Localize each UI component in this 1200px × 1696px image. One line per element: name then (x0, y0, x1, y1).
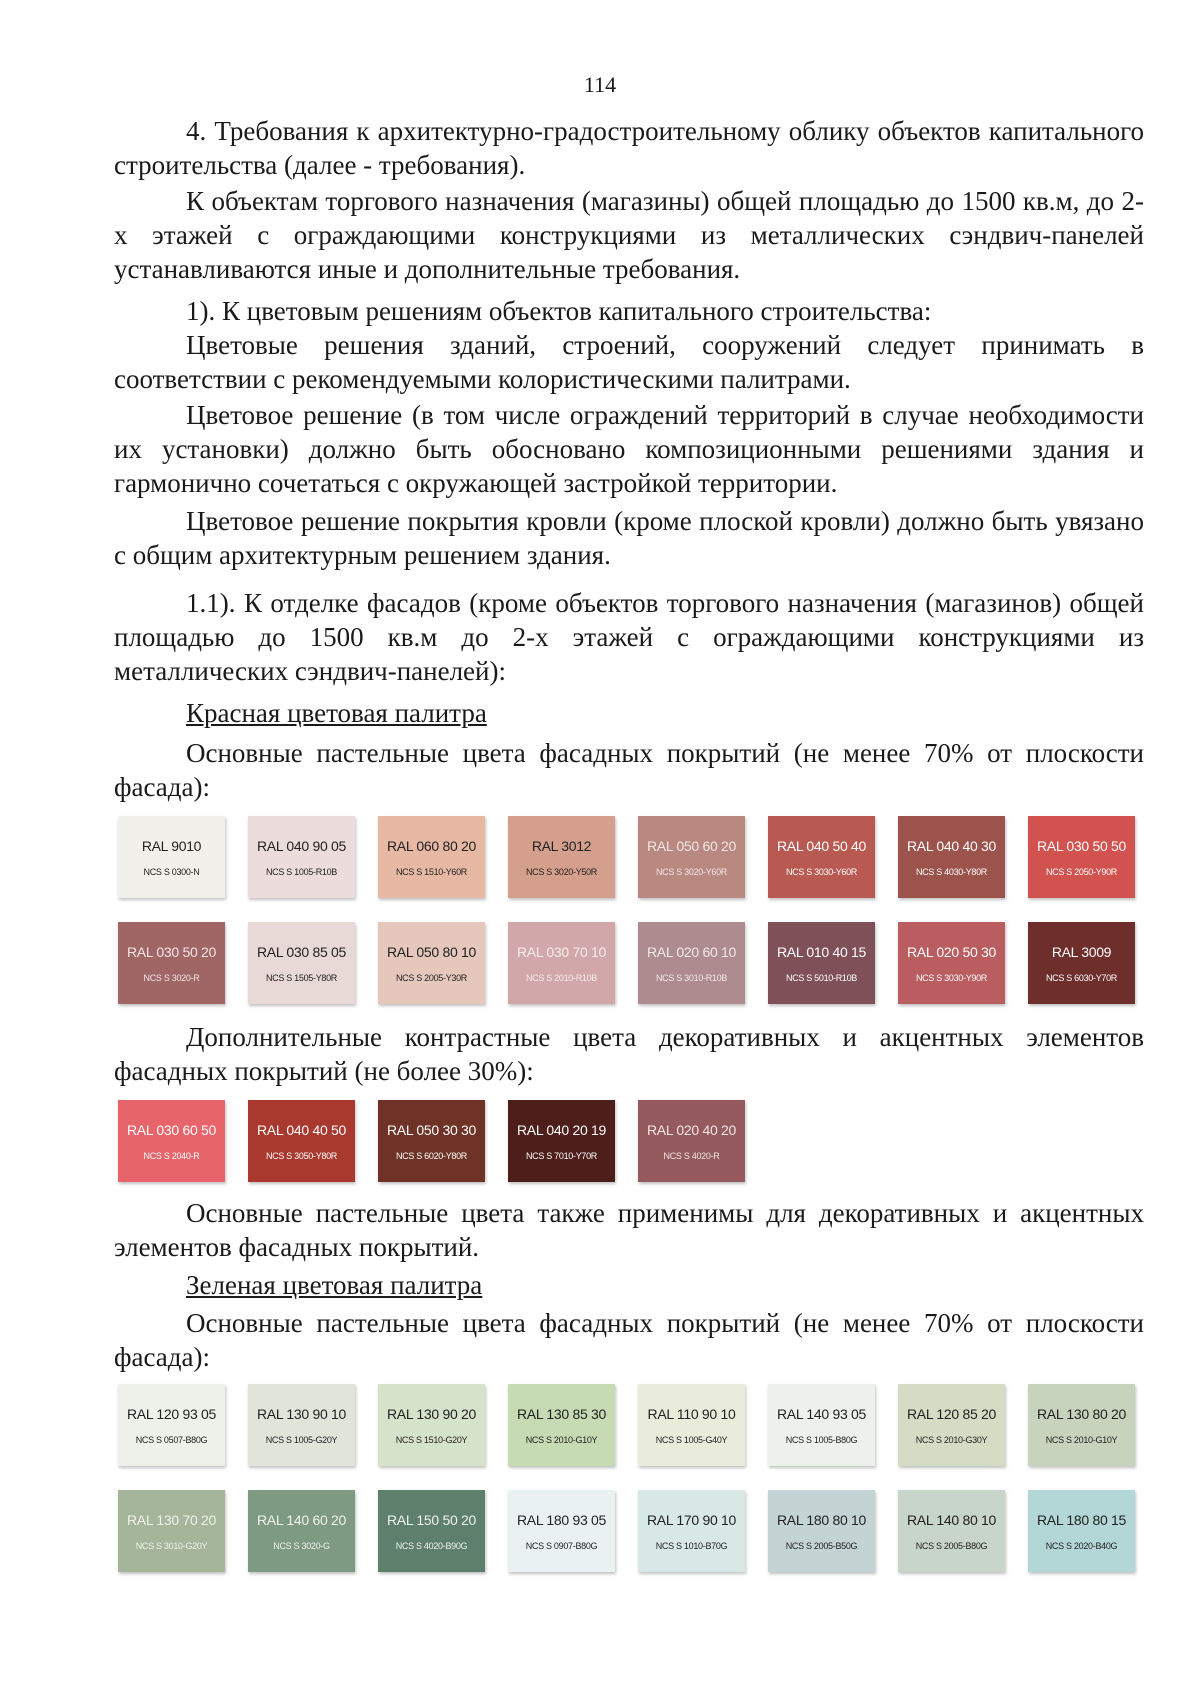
color-swatch (248, 1100, 355, 1182)
color-swatch (118, 922, 225, 1004)
green-palette-heading: Зеленая цветовая палитра (186, 1270, 483, 1300)
ncs-code: NCS S 2040-R (143, 1150, 200, 1161)
ral-code: RAL 020 50 30 (907, 943, 996, 960)
color-swatch (638, 1490, 745, 1572)
color-swatch (508, 1100, 615, 1182)
ral-code: RAL 020 40 20 (647, 1121, 736, 1138)
paragraph-pastel-also-applicable: Основные пастельные цвета также применимы для декоративных и акцентных элементов фасадных покрытий. (114, 1198, 1144, 1262)
ncs-code: NCS S 1005-G20Y (265, 1434, 338, 1445)
color-swatch (898, 1384, 1005, 1466)
color-swatch (638, 816, 745, 898)
ral-code: RAL 110 90 10 (647, 1405, 736, 1422)
ral-code: RAL 180 93 05 (517, 1511, 606, 1528)
ncs-code: NCS S 3020-R (143, 972, 200, 983)
ral-code: RAL 060 80 20 (387, 837, 476, 854)
ncs-code: NCS S 4030-Y80R (915, 866, 988, 877)
color-swatch (118, 1384, 225, 1466)
paragraph-red-accent-colors: Дополнительные контрастные цвета декоративных и акцентных элементов фасадных покрытий (не более 30%): (114, 1022, 1144, 1086)
color-swatch (1028, 1384, 1135, 1466)
color-swatch (1028, 1490, 1135, 1572)
color-swatch (378, 1100, 485, 1182)
ral-code: RAL 040 90 05 (257, 837, 346, 854)
ral-code: RAL 170 90 10 (647, 1511, 736, 1528)
ral-code: RAL 140 60 20 (257, 1511, 346, 1528)
ncs-code: NCS S 1510-G20Y (395, 1434, 468, 1445)
ncs-code: NCS S 2010-G30Y (915, 1434, 988, 1445)
ncs-code: NCS S 3010-R10B (655, 972, 728, 983)
ral-code: RAL 040 40 50 (257, 1121, 346, 1138)
ncs-code: NCS S 2010-G10Y (525, 1434, 598, 1445)
ncs-code: NCS S 2010-R10B (525, 972, 598, 983)
ral-code: RAL 030 60 50 (127, 1121, 216, 1138)
paragraph-roof-color: Цветовое решение покрытия кровли (кроме плоской кровли) должно быть увязано с общим архитектурным решением здания. (114, 506, 1144, 570)
color-swatch (898, 922, 1005, 1004)
page-number: 114 (583, 72, 617, 97)
ncs-code: NCS S 2010-G10Y (1045, 1434, 1118, 1445)
color-swatch (118, 816, 225, 898)
ncs-code: NCS S 1505-Y80R (265, 972, 338, 983)
ral-code: RAL 030 50 50 (1037, 837, 1126, 854)
color-swatch (768, 816, 875, 898)
ncs-code: NCS S 2005-B50G (785, 1540, 858, 1551)
ral-code: RAL 180 80 10 (777, 1511, 866, 1528)
paragraph-requirements-title: 4. Требования к архитектурно-градостроительному облику объектов капитального строительства (далее - требования). (114, 116, 1144, 180)
ral-code: RAL 040 40 30 (907, 837, 996, 854)
color-swatch (118, 1490, 225, 1572)
paragraph-red-main-colors: Основные пастельные цвета фасадных покрытий (не менее 70% от плоскости фасада): (114, 738, 1144, 802)
ral-code: RAL 130 90 10 (257, 1405, 346, 1422)
ncs-code: NCS S 2005-Y30R (395, 972, 468, 983)
color-swatch (768, 1384, 875, 1466)
ncs-code: NCS S 3020-Y60R (655, 866, 728, 877)
ral-code: RAL 130 80 20 (1037, 1405, 1126, 1422)
ncs-code: NCS S 4020-R (663, 1150, 720, 1161)
ncs-code: NCS S 1005-B80G (785, 1434, 858, 1445)
ral-code: RAL 020 60 10 (647, 943, 736, 960)
green-main-row-1 (118, 1384, 1135, 1466)
color-swatch (1028, 816, 1135, 898)
ncs-code: NCS S 3020-G (273, 1540, 330, 1551)
ncs-code: NCS S 6020-Y80R (395, 1150, 468, 1161)
color-swatch (768, 922, 875, 1004)
ncs-code: NCS S 1005-G40Y (655, 1434, 728, 1445)
color-swatch (638, 1100, 745, 1182)
ral-code: RAL 030 70 10 (517, 943, 606, 960)
ral-code: RAL 130 90 20 (387, 1405, 476, 1422)
ral-code: RAL 180 80 15 (1037, 1511, 1126, 1528)
ral-code: RAL 130 85 30 (517, 1405, 606, 1422)
ral-code: RAL 040 50 40 (777, 837, 866, 854)
ral-code: RAL 120 85 20 (907, 1405, 996, 1422)
color-swatch (378, 816, 485, 898)
paragraph-facade-finishing: 1.1). К отделке фасадов (кроме объектов торгового назначения (магазинов) общей площадью до 1500 кв.м до 2-х этажей с ограждающими конструкциями из металлических сэндвич-панелей): (114, 588, 1144, 686)
color-swatch (638, 1384, 745, 1466)
ncs-code: NCS S 3030-Y60R (785, 866, 858, 877)
color-swatch (378, 922, 485, 1004)
color-swatch (898, 1490, 1005, 1572)
ral-code: RAL 050 80 10 (387, 943, 476, 960)
ncs-code: NCS S 0300-N (143, 866, 200, 877)
ncs-code: NCS S 3010-G20Y (135, 1540, 208, 1551)
ncs-code: NCS S 1005-R10B (265, 866, 338, 877)
red-accent-row (118, 1100, 745, 1182)
ral-code: RAL 140 80 10 (907, 1511, 996, 1528)
color-swatch (118, 1100, 225, 1182)
ncs-code: NCS S 7010-Y70R (525, 1150, 598, 1161)
green-main-row-2 (118, 1490, 1135, 1572)
red-main-row-2 (118, 922, 1135, 1004)
ncs-code: NCS S 0507-B80G (135, 1434, 208, 1445)
red-palette-heading: Красная цветовая палитра (186, 698, 487, 728)
ral-code: RAL 3012 (531, 837, 592, 854)
ral-code: RAL 120 93 05 (127, 1405, 216, 1422)
paragraph-green-main-colors: Основные пастельные цвета фасадных покрытий (не менее 70% от плоскости фасада): (114, 1308, 1144, 1372)
ral-code: RAL 050 60 20 (647, 837, 736, 854)
color-swatch (768, 1490, 875, 1572)
ncs-code: NCS S 3030-Y90R (915, 972, 988, 983)
color-swatch (508, 922, 615, 1004)
ral-code: RAL 140 93 05 (777, 1405, 866, 1422)
ncs-code: NCS S 5010-R10B (785, 972, 858, 983)
ral-code: RAL 050 30 30 (387, 1121, 476, 1138)
color-swatch (898, 816, 1005, 898)
ral-code: RAL 3009 (1051, 943, 1112, 960)
paragraph-retail-objects: К объектам торгового назначения (магазины) общей площадью до 1500 кв.м, до 2-х этажей с ограждающими конструкциями из металлических сэндвич-панелей устанавливаются иные и дополнительные требования. (114, 186, 1144, 284)
ncs-code: NCS S 3020-Y50R (525, 866, 598, 877)
ncs-code: NCS S 1510-Y60R (395, 866, 468, 877)
color-swatch (248, 816, 355, 898)
color-swatch (508, 816, 615, 898)
ncs-code: NCS S 6030-Y70R (1045, 972, 1118, 983)
ral-code: RAL 010 40 15 (777, 943, 866, 960)
paragraph-color-fences: Цветовое решение (в том числе ограждений территорий в случае необходимости их установки) должно быть обосновано композиционными решениями здания и гармонично сочетаться с окружающей застройкой территории. (114, 400, 1144, 498)
color-swatch (508, 1490, 615, 1572)
ncs-code: NCS S 2005-B80G (915, 1540, 988, 1551)
color-swatch (248, 1490, 355, 1572)
color-swatch (378, 1490, 485, 1572)
ncs-code: NCS S 2020-B40G (1045, 1540, 1118, 1551)
ncs-code: NCS S 2050-Y90R (1045, 866, 1118, 877)
color-swatch (248, 922, 355, 1004)
color-swatch (248, 1384, 355, 1466)
red-main-row-1 (118, 816, 1135, 898)
paragraph-color-palettes: Цветовые решения зданий, строений, сооружений следует принимать в соответствии с рекомендуемыми колористическими палитрами. (114, 330, 1144, 394)
ral-code: RAL 9010 (141, 837, 202, 854)
ral-code: RAL 150 50 20 (387, 1511, 476, 1528)
color-swatch (378, 1384, 485, 1466)
paragraph-color-solutions-heading: 1). К цветовым решениям объектов капитального строительства: (186, 296, 932, 326)
ncs-code: NCS S 0907-B80G (525, 1540, 598, 1551)
color-swatch (508, 1384, 615, 1466)
color-swatch (1028, 922, 1135, 1004)
ncs-code: NCS S 3050-Y80R (265, 1150, 338, 1161)
ncs-code: NCS S 1010-B70G (655, 1540, 728, 1551)
ral-code: RAL 040 20 19 (517, 1121, 606, 1138)
color-swatch (638, 922, 745, 1004)
ral-code: RAL 030 50 20 (127, 943, 216, 960)
ral-code: RAL 130 70 20 (127, 1511, 216, 1528)
ncs-code: NCS S 4020-B90G (395, 1540, 468, 1551)
ral-code: RAL 030 85 05 (257, 943, 346, 960)
